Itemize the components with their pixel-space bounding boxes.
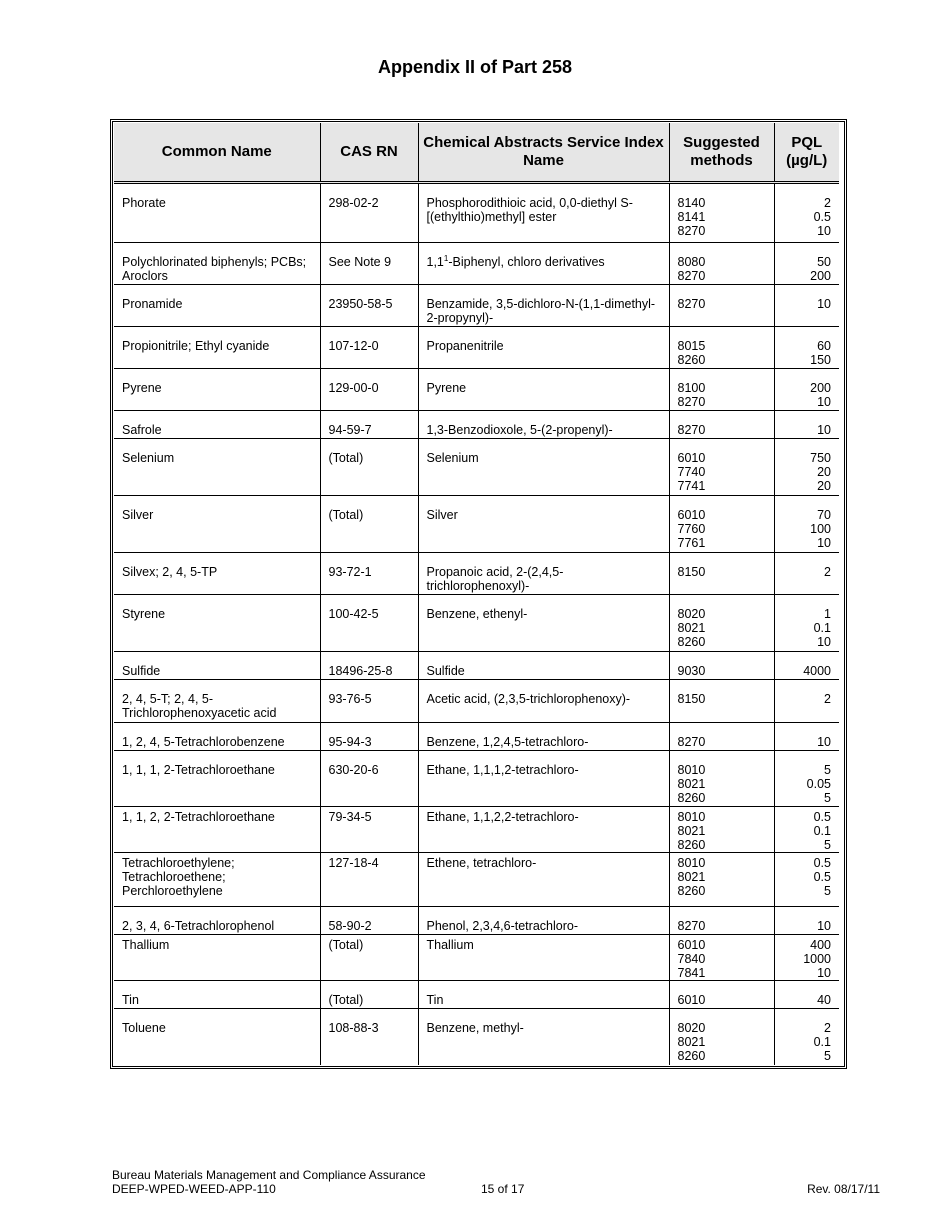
cell-cas-rn: (Total) bbox=[320, 496, 418, 553]
cell-cas-rn: 129-00-0 bbox=[320, 369, 418, 411]
cell-common-name: Safrole bbox=[114, 411, 320, 439]
cell-common-name: 1, 2, 4, 5-Tetrachlorobenzene bbox=[114, 723, 320, 751]
cell-cas-rn: 100-42-5 bbox=[320, 595, 418, 652]
cell-cas-rn: 18496-25-8 bbox=[320, 652, 418, 680]
cell-cas-rn: 93-72-1 bbox=[320, 553, 418, 595]
cell-methods: 8010 8021 8260 bbox=[669, 807, 774, 853]
cell-common-name: Polychlorinated biphenyls; PCBs; Aroclors bbox=[114, 243, 320, 285]
page-title: Appendix II of Part 258 bbox=[377, 57, 573, 77]
footer-page-number: 15 of 17 bbox=[481, 1182, 525, 1196]
cell-index-name: Benzene, 1,2,4,5-tetrachloro- bbox=[418, 723, 669, 751]
cell-pql: 400 1000 10 bbox=[774, 935, 839, 981]
cell-pql: 70 100 10 bbox=[774, 496, 839, 553]
cell-pql: 2 bbox=[774, 553, 839, 595]
cell-common-name: Selenium bbox=[114, 439, 320, 496]
cell-pql: 10 bbox=[774, 411, 839, 439]
cell-pql: 750 20 20 bbox=[774, 439, 839, 496]
cell-index-name: Acetic acid, (2,3,5-trichlorophenoxy)- bbox=[418, 680, 669, 723]
table-row bbox=[114, 652, 839, 680]
cell-pql: 0.5 0.5 5 bbox=[774, 853, 839, 907]
table-row bbox=[114, 327, 839, 369]
cell-index-name bbox=[418, 243, 669, 285]
cell-pql: 2 0.5 10 bbox=[774, 183, 839, 243]
cell-pql: 200 10 bbox=[774, 369, 839, 411]
cell-methods: 8270 bbox=[669, 723, 774, 751]
table-row bbox=[114, 907, 839, 935]
cell-index-name: Ethane, 1,1,1,2-tetrachloro- bbox=[418, 751, 669, 807]
cell-common-name: 1, 1, 1, 2-Tetrachloroethane bbox=[114, 751, 320, 807]
cell-pql: 10 bbox=[774, 907, 839, 935]
cell-methods: 8140 8141 8270 bbox=[669, 183, 774, 243]
cell-cas-rn: See Note 9 bbox=[320, 243, 418, 285]
cell-methods: 8010 8021 8260 bbox=[669, 853, 774, 907]
table-row bbox=[114, 496, 839, 553]
cell-cas-rn: (Total) bbox=[320, 935, 418, 981]
cell-common-name: Thallium bbox=[114, 935, 320, 981]
cell-methods: 8150 bbox=[669, 553, 774, 595]
footer-left bbox=[112, 1168, 426, 1196]
chemicals-table-frame bbox=[110, 119, 847, 1069]
cell-methods: 6010 bbox=[669, 981, 774, 1009]
cell-methods: 8080 8270 bbox=[669, 243, 774, 285]
cell-pql: 60 150 bbox=[774, 327, 839, 369]
table-row bbox=[114, 751, 839, 807]
cell-methods: 8020 8021 8260 bbox=[669, 1009, 774, 1065]
table-row bbox=[114, 183, 839, 243]
table-row bbox=[114, 369, 839, 411]
cell-index-name: Phenol, 2,3,4,6-tetrachloro- bbox=[418, 907, 669, 935]
cell-pql: 0.5 0.1 5 bbox=[774, 807, 839, 853]
cell-pql: 40 bbox=[774, 981, 839, 1009]
header-cas-rn: CAS RN bbox=[320, 123, 418, 183]
cell-pql: 5 0.05 5 bbox=[774, 751, 839, 807]
cell-index-name: Thallium bbox=[418, 935, 669, 981]
cell-index-name: Propanenitrile bbox=[418, 327, 669, 369]
cell-common-name: 1, 1, 2, 2-Tetrachloroethane bbox=[114, 807, 320, 853]
table-row bbox=[114, 807, 839, 853]
table-row bbox=[114, 595, 839, 652]
cell-common-name: Phorate bbox=[114, 183, 320, 243]
cell-pql: 4000 bbox=[774, 652, 839, 680]
chemicals-table bbox=[114, 123, 839, 1065]
cell-index-name: Phosphorodithioic acid, 0,0-diethyl S-[(ethylthio)methyl] ester bbox=[418, 183, 669, 243]
cell-index-name: Propanoic acid, 2-(2,4,5-trichlorophenoxyl)- bbox=[418, 553, 669, 595]
cell-common-name: Toluene bbox=[114, 1009, 320, 1065]
cell-cas-rn: 107-12-0 bbox=[320, 327, 418, 369]
cell-index-name: Sulfide bbox=[418, 652, 669, 680]
cell-cas-rn: 127-18-4 bbox=[320, 853, 418, 907]
cell-pql: 2 bbox=[774, 680, 839, 723]
cell-methods: 8270 bbox=[669, 907, 774, 935]
index-name-suffix: -Biphenyl, chloro derivatives bbox=[448, 255, 605, 269]
table-row bbox=[114, 853, 839, 907]
cell-pql: 2 0.1 5 bbox=[813, 1021, 831, 1063]
header-pql: PQL (µg/L) bbox=[774, 123, 839, 183]
table-row bbox=[114, 553, 839, 595]
cell-common-name: Sulfide bbox=[114, 652, 320, 680]
table-row bbox=[114, 1009, 839, 1065]
cell-index-name: Selenium bbox=[418, 439, 669, 496]
cell-methods: 8100 8270 bbox=[669, 369, 774, 411]
cell-index-name: Silver bbox=[418, 496, 669, 553]
table-row bbox=[114, 935, 839, 981]
cell-index-name: Benzene, ethenyl- bbox=[418, 595, 669, 652]
cell-methods: 8020 8021 8260 bbox=[669, 595, 774, 652]
cell-pql: 50 200 bbox=[774, 243, 839, 285]
index-name-prefix: 1,1 bbox=[426, 255, 444, 269]
table-row bbox=[114, 680, 839, 723]
table-header-row bbox=[114, 123, 839, 183]
cell-cas-rn: (Total) bbox=[320, 439, 418, 496]
table-row bbox=[114, 285, 839, 327]
footer-revision: Rev. 08/17/11 bbox=[807, 1182, 880, 1196]
cell-cas-rn: 23950-58-5 bbox=[320, 285, 418, 327]
cell-pql: 10 bbox=[774, 285, 839, 327]
cell-index-name: 1,3-Benzodioxole, 5-(2-propenyl)- bbox=[418, 411, 669, 439]
table-row bbox=[114, 981, 839, 1009]
cell-common-name: Propionitrile; Ethyl cyanide bbox=[114, 327, 320, 369]
table-row bbox=[114, 723, 839, 751]
cell-common-name: Silver bbox=[114, 496, 320, 553]
header-suggested-methods: Suggested methods bbox=[669, 123, 774, 183]
table-row bbox=[114, 439, 839, 496]
cell-common-name: 2, 3, 4, 6-Tetrachlorophenol bbox=[114, 907, 320, 935]
cell-cas-rn: 298-02-2 bbox=[320, 183, 418, 243]
cell-common-name: Tetrachloroethylene; Tetrachloroethene; Perchloroethylene bbox=[114, 853, 320, 907]
cell-methods: 6010 7740 7741 bbox=[669, 439, 774, 496]
footer-doc-id: DEEP-WPED-WEED-APP-110 bbox=[112, 1182, 276, 1196]
cell-index-name: Ethane, 1,1,2,2-tetrachloro- bbox=[418, 807, 669, 853]
cell-common-name: Pyrene bbox=[114, 369, 320, 411]
cell-cas-rn: (Total) bbox=[320, 981, 418, 1009]
cell-methods: 8010 8021 8260 bbox=[669, 751, 774, 807]
cell-common-name: Silvex; 2, 4, 5-TP bbox=[114, 553, 320, 595]
cell-cas-rn: 79-34-5 bbox=[320, 807, 418, 853]
cell-cas-rn: 94-59-7 bbox=[320, 411, 418, 439]
cell-methods: 8270 bbox=[669, 411, 774, 439]
cell-common-name: Tin bbox=[114, 981, 320, 1009]
cell-common-name: Styrene bbox=[114, 595, 320, 652]
cell-common-name: 2, 4, 5-T; 2, 4, 5-Trichlorophenoxyacetic acid bbox=[114, 680, 320, 723]
footer-org: Bureau Materials Management and Compliance Assurance bbox=[112, 1168, 426, 1182]
cell-index-name: Benzene, methyl- bbox=[418, 1009, 669, 1065]
cell-cas-rn: 630-20-6 bbox=[320, 751, 418, 807]
cell-methods: 9030 bbox=[669, 652, 774, 680]
cell-index-name: Benzamide, 3,5-dichloro-N-(1,1-dimethyl-2-propynyl)- bbox=[418, 285, 669, 327]
superscript: 1 bbox=[443, 253, 449, 263]
cell-pql: 10 bbox=[774, 723, 839, 751]
cell-cas-rn: 108-88-3 bbox=[320, 1009, 418, 1065]
cell-cas-rn: 93-76-5 bbox=[320, 680, 418, 723]
cell-methods: 8150 bbox=[669, 680, 774, 723]
cell-methods: 6010 7840 7841 bbox=[669, 935, 774, 981]
header-index-name: Chemical Abstracts Service Index Name bbox=[418, 123, 669, 183]
cell-methods: 8015 8260 bbox=[669, 327, 774, 369]
header-common-name: Common Name bbox=[114, 123, 320, 183]
table-row bbox=[114, 243, 839, 285]
cell-index-name: Ethene, tetrachloro- bbox=[418, 853, 669, 907]
cell-cas-rn: 95-94-3 bbox=[320, 723, 418, 751]
cell-common-name: Pronamide bbox=[114, 285, 320, 327]
cell-methods: 6010 7760 7761 bbox=[669, 496, 774, 553]
cell-pql: 1 0.1 10 bbox=[774, 595, 839, 652]
cell-index-name: Pyrene bbox=[418, 369, 669, 411]
table-row bbox=[114, 411, 839, 439]
cell-cas-rn: 58-90-2 bbox=[320, 907, 418, 935]
cell-index-name: Tin bbox=[418, 981, 669, 1009]
cell-methods: 8270 bbox=[669, 285, 774, 327]
